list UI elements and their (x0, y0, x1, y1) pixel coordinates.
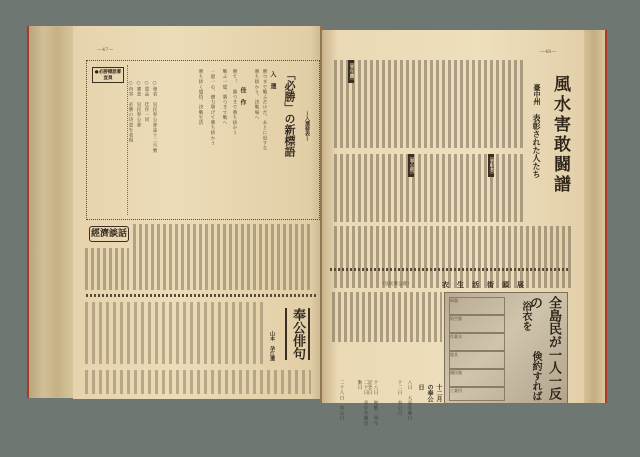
poster-cell: 軍服 (449, 297, 505, 315)
poster-line3: 倹約すれば (530, 351, 541, 401)
section-divider (86, 294, 318, 297)
slogan-col: 勝て！ 勝つまで勝ち抜かう (232, 69, 237, 136)
article-subhead: 〔青年團〕 (349, 60, 354, 83)
section-label-nyusen: 入 選 (269, 71, 276, 89)
article-subhead: 〔表彰者〕 (489, 154, 494, 177)
left-page-stack (27, 26, 77, 398)
sidebar-label: ●必勝標語審査員 (92, 67, 124, 83)
poster-cell: 工業用 (449, 387, 505, 401)
yukata-poster (444, 292, 568, 404)
sidebar-line: ○內容 必勝の決意を表現 (128, 81, 133, 143)
slogan-col: 戰ふ一億、勝つまで戰へ (222, 69, 227, 126)
sidebar-line: ○審査 皇民奉公會 (136, 81, 141, 128)
page-number-left: —47— (97, 47, 114, 53)
right-page-stack (583, 30, 607, 403)
economics-label: 經濟談話 (89, 226, 129, 242)
article-body-middle (334, 154, 524, 222)
right-page (322, 30, 584, 426)
slogan-box (86, 60, 320, 220)
sidebar-line: ○發表 皇民奉公會誌十二月號 (152, 81, 157, 153)
haiku-text (85, 302, 265, 364)
bottom-header-note: （皇民奉公會） (380, 282, 412, 287)
article-subhead: 〔奉公班〕 (409, 154, 414, 177)
calendar-row: 二十日 青少年團活動日 (357, 380, 368, 426)
left-page (73, 26, 323, 399)
poster-cell: 寝具 (449, 351, 505, 369)
bottom-body (332, 292, 442, 342)
slogan-col: 勝ち抜かう、決戰場へ (254, 69, 259, 120)
economics-text (133, 224, 313, 290)
bottom-header: 衣生活街頭展 (442, 280, 532, 289)
calendar-row: 十二日 奉公日 (397, 380, 402, 416)
poster-cell: 防空服 (449, 315, 505, 333)
slogan-col: 勝つまで戰ふだけだ、あとに退すな (262, 69, 267, 151)
page-number-right: —48— (540, 49, 557, 55)
slogan-col: 勝ち抜く覺悟、決戰生活 (198, 69, 203, 126)
slogan-col: 一億一心、總力擧げて勝ち抜かう (210, 69, 215, 146)
section-label-kasaku: 佳 作 (239, 87, 246, 105)
slogan-subtitle: —入選發表— (304, 111, 310, 141)
slogan-title: 「必勝」の新標語 (283, 69, 296, 157)
calendar-title: 十二月の奉公日 (417, 384, 442, 402)
article-region: 臺中州 (533, 84, 542, 105)
section-divider (330, 268, 570, 271)
poster-line2: 浴衣を (520, 301, 531, 331)
poster-cell: 國民服 (449, 369, 505, 387)
calendar-row: 八日 大詔奉戴日 (407, 380, 412, 421)
poster-cell: 作業衣 (449, 333, 505, 351)
article-body-upper (334, 60, 524, 148)
haiku-text (85, 370, 311, 394)
article-subtitle: 表彰された人たち (532, 114, 542, 178)
haiku-selector: 山本 孕江選 (269, 331, 275, 361)
economics-text (85, 248, 129, 290)
slogan-sidebar (89, 65, 128, 215)
calendar-row: 二十八日 奉公日 (339, 380, 344, 421)
article-title: 風水害敢闘譜 (550, 75, 570, 195)
calendar-row: 十八日 聖戰二周年記念日 (367, 380, 378, 426)
haiku-title: 奉公俳句 (285, 308, 310, 360)
article-body-lower (334, 226, 574, 288)
poster-headline: 全島民が一人一反の (527, 296, 561, 400)
sidebar-line: ○賞品 佳作一同 (144, 81, 149, 123)
